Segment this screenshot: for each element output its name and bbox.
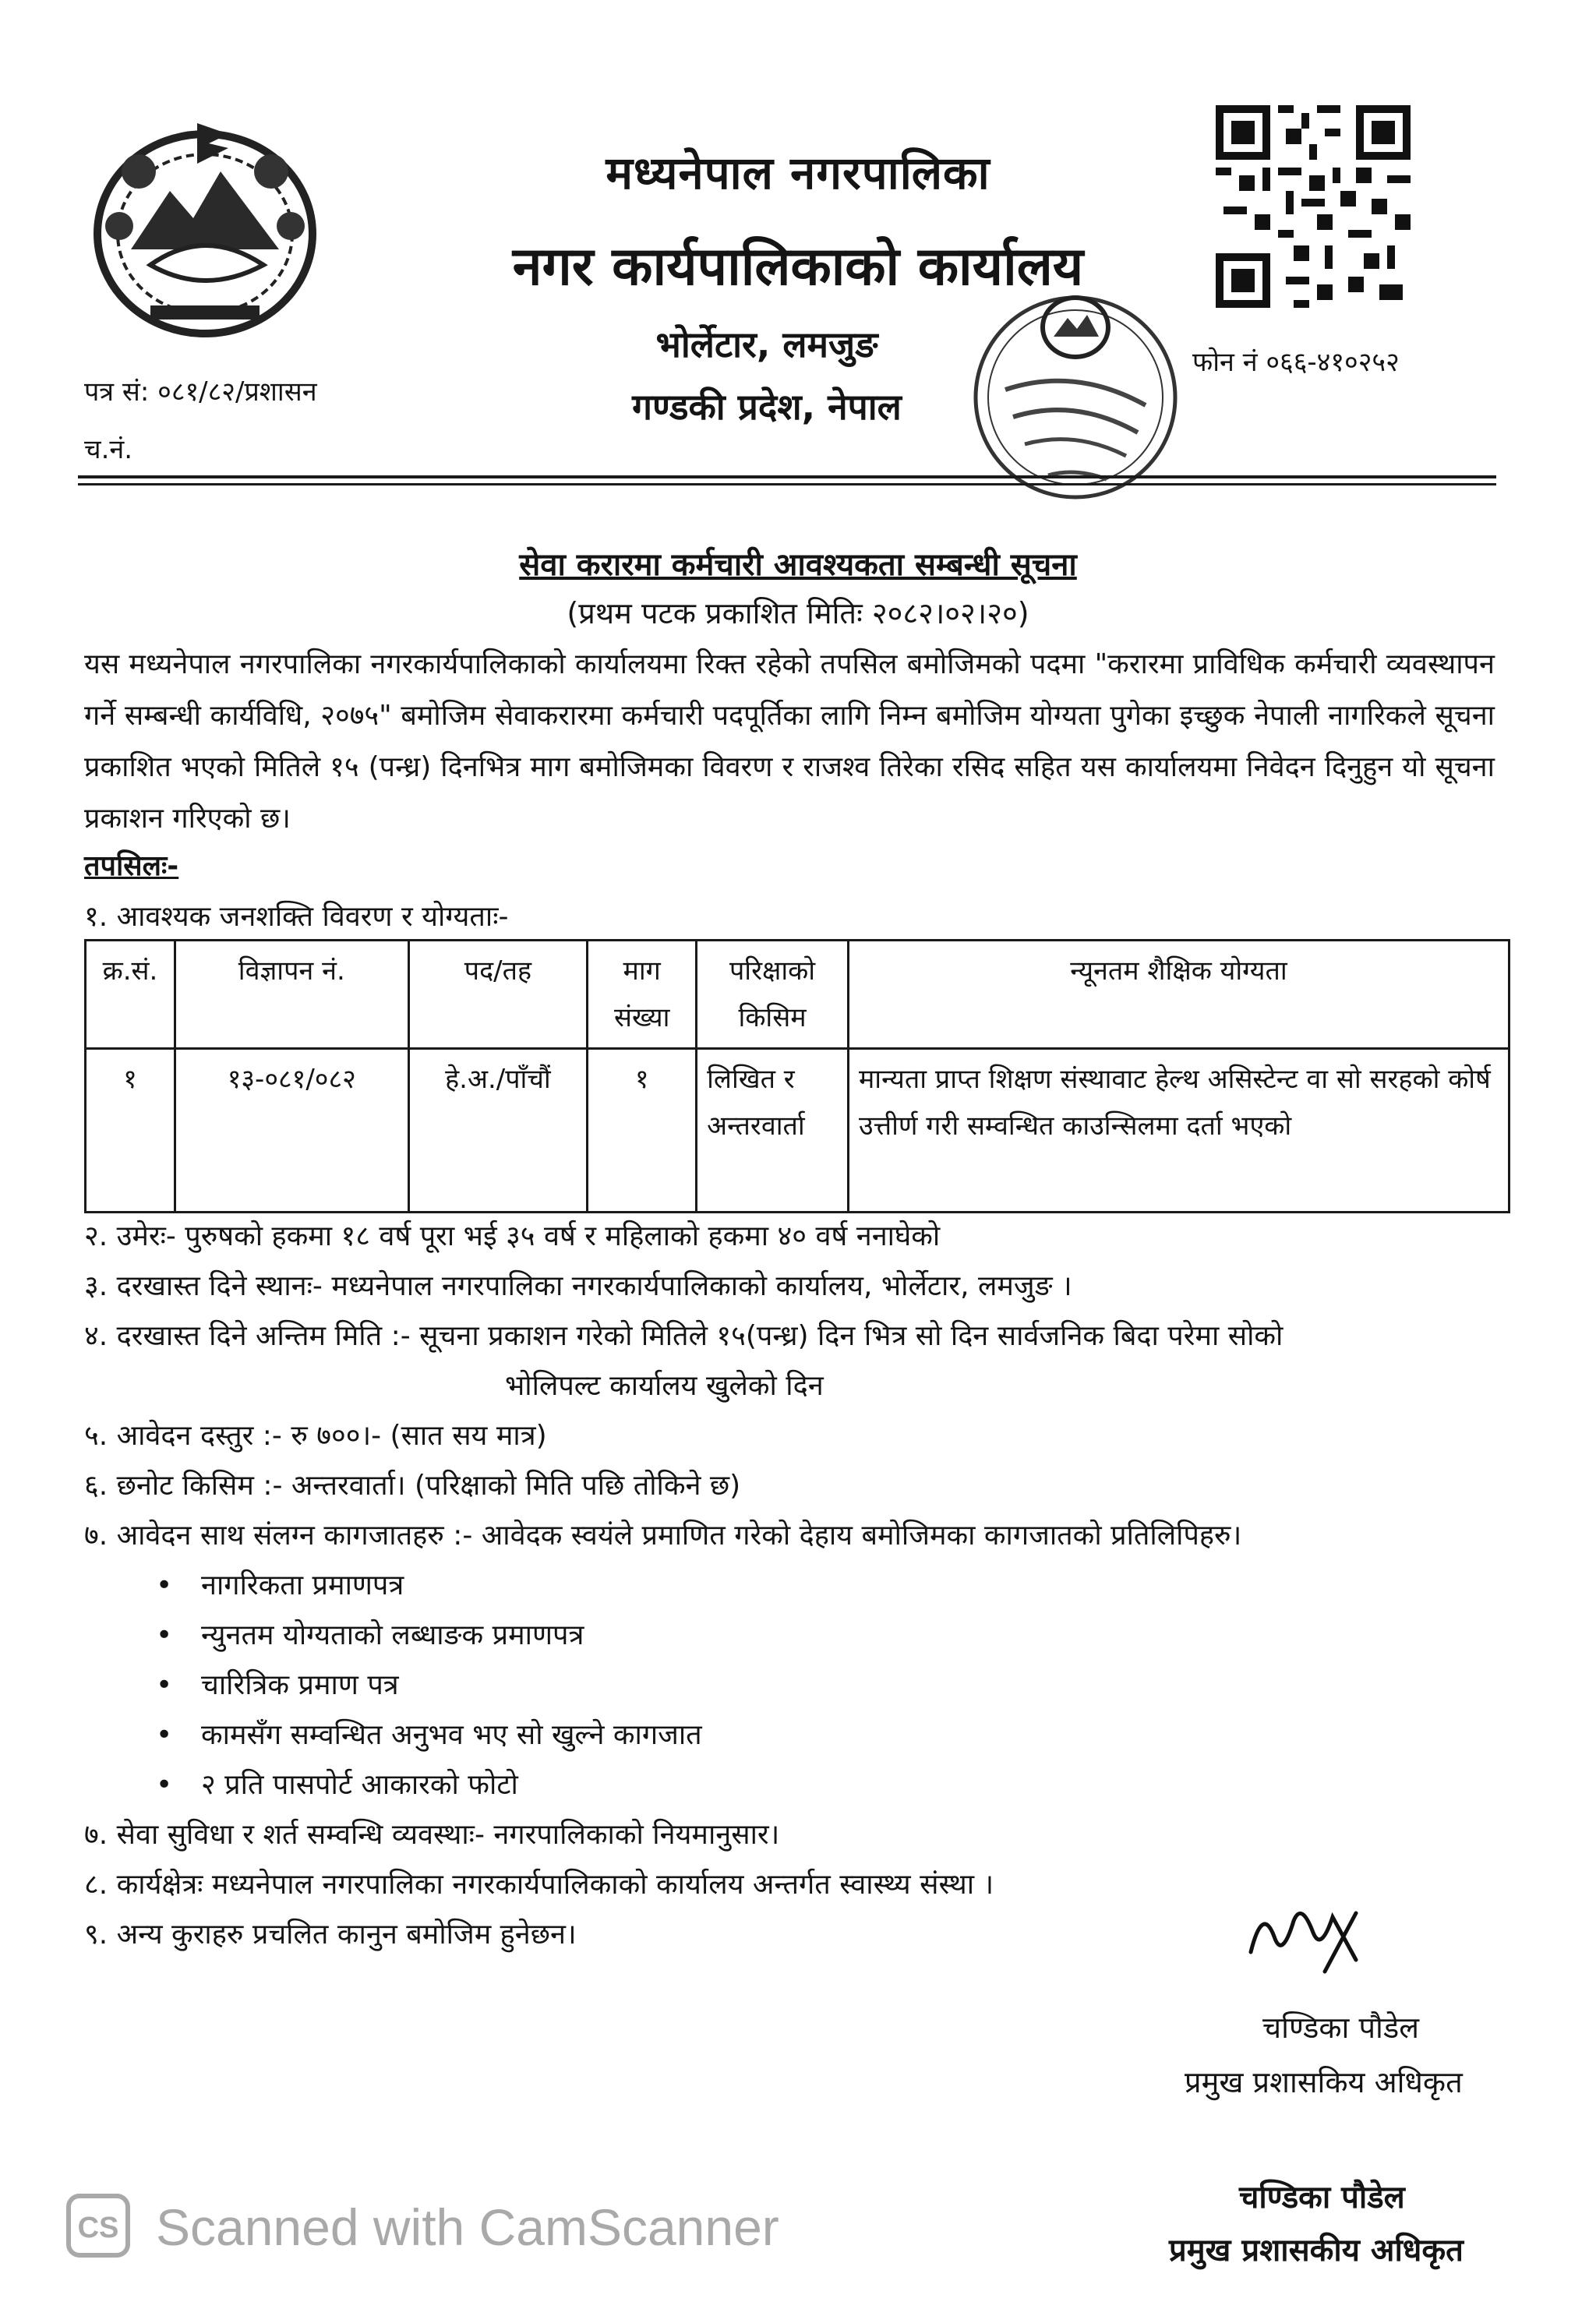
bullet-icon: • — [156, 1669, 173, 1701]
official-seal-stamp — [951, 281, 1200, 514]
signatory-title: प्रमुख प्रशासकिय अधिकृत — [1185, 2065, 1463, 2099]
notice-body: यस मध्यनेपाल नगरपालिका नगरकार्यपालिकाको कार्यालयमा रिक्त रहेको तपसिल बमोजिमको पदमा "करारमा प्राविधिक कर्मचारी व्यवस्थापन गर्ने सम्बन्धी कार्यविधि, २०७५" बमोजिम सेवाकरारमा कर्मचारी पदपूर्तिका लागि निम्न बमोजिम योग्यता पुगेका इच्छुक नेपाली नागरिकले सूचना प्रकाशित भएको मितिले १५ (पन्ध्र) दिनभित्र माग बमोजिमका विवरण र राजश्व तिरेका रसिद सहित यस कार्यालयमा निवेदन दिनुहुन यो सूचना प्रकाशन गरिएको छ। — [84, 648, 1495, 835]
cell-post: हे.अ./पाँचौं — [408, 1049, 588, 1213]
item-service-terms: ७. सेवा सुविधा र शर्त सम्वन्धि व्यवस्थाः- नगरपालिकाको नियमानुसार। — [84, 1819, 780, 1851]
cell-ad-no: १३-०८१/०८२ — [175, 1049, 408, 1213]
col-demand: माग संख्या — [588, 941, 697, 1049]
list-item: • न्युनतम योग्यताको लब्धाङक प्रमाणपत्र — [156, 1611, 1510, 1661]
camscanner-watermark: Scanned with CamScanner — [156, 2198, 779, 2256]
item-documents: ७. आवेदन साथ संलग्न कागजातहरु :- आवेदक स्वयंले प्रमाणित गरेको देहाय बमोजिमका कागजातको प्रतिलिपिहरु। — [84, 1520, 1242, 1552]
table-row — [86, 1049, 1509, 1213]
item-age: २. उमेरः- पुरुषको हकमा १८ वर्ष पूरा भई ३५ वर्ष र महिलाको हकमा ४० वर्ष ननाघेको — [84, 1220, 941, 1252]
col-serial: क्र.सं. — [86, 941, 175, 1049]
notice-title: सेवा करारमा कर्मचारी आवश्यकता सम्बन्धी सूचना — [519, 547, 1077, 583]
section-1-heading: १. आवश्यक जनशक्ति विवरण र योग्यताः- — [84, 901, 509, 933]
bullet-icon: • — [156, 1769, 173, 1801]
list-item: • चारित्रिक प्रमाण पत्र — [156, 1661, 1510, 1711]
signatory-name-stamp: चण्डिका पौडेल — [1239, 2180, 1405, 2215]
list-item: • २ प्रति पासपोर्ट आकारको फोटो — [156, 1760, 1510, 1810]
cell-qualification: मान्यता प्राप्त शिक्षण संस्थावाट हेल्थ असिस्टेन्ट वा सो सरहको कोर्ष उत्तीर्ण गरी सम्वन्धित काउन्सिलमा दर्ता भएको — [848, 1049, 1509, 1213]
vacancy-table — [84, 939, 1510, 1213]
item-deadline-cont: भोलिपल्ट कार्यालय खुलेको दिन — [505, 1370, 824, 1402]
phone-number: फोन नं ०६६-४१०२५२ — [1192, 347, 1400, 378]
signatory-title-stamp: प्रमुख प्रशासकीय अधिकृत — [1169, 2233, 1464, 2268]
address-line-2: गण्डकी प्रदेश, नेपाल — [632, 386, 902, 428]
signatory-name: चण्डिका पौडेल — [1262, 2011, 1419, 2045]
office-name: नगर कार्यपालिकाको कार्यालय — [512, 236, 1084, 298]
cell-serial: १ — [86, 1049, 175, 1213]
list-item: • नागरिकता प्रमाणपत्र — [156, 1561, 1510, 1611]
notice-items — [84, 1212, 1510, 1960]
cell-demand: १ — [588, 1049, 697, 1213]
cell-exam-type: लिखित र अन्तरवार्ता — [697, 1049, 849, 1213]
tapasil-heading: तपसिलः- — [84, 850, 179, 882]
col-post: पद/तह — [408, 941, 588, 1049]
col-ad-no: विज्ञापन नं. — [175, 941, 408, 1049]
item-deadline: ४. दरखास्त दिने अन्तिम मिति :- सूचना प्रकाशन गरेको मितिले १५(पन्ध्र) दिन भित्र सो दिन सार्वजनिक बिदा परेमा सोको — [84, 1320, 1284, 1352]
bullet-icon: • — [156, 1619, 173, 1651]
item-place: ३. दरखास्त दिने स्थानः- मध्यनेपाल नगरपालिका नगरकार्यपालिकाको कार्यालय, भोर्लेटार, लमजुङ । — [84, 1270, 1072, 1302]
col-exam-type: परिक्षाको किसिम — [697, 941, 849, 1049]
org-name: मध्यनेपाल नगरपालिका — [606, 147, 990, 199]
bullet-icon: • — [156, 1569, 173, 1601]
item-fee: ५. आवेदन दस्तुर :- रु ७००।- (सात सय मात्र) — [84, 1420, 547, 1452]
notice-subtitle: (प्रथम पटक प्रकाशित मितिः २०८२।०२।२०) — [567, 596, 1029, 630]
dispatch-no: च.नं. — [84, 434, 133, 465]
item-work-area: ८. कार्यक्षेत्रः मध्यनेपाल नगरपालिका नगरकार्यपालिकाको कार्यालय अन्तर्गत स्वास्थ्य संस्था । — [84, 1869, 994, 1901]
item-other: ९. अन्य कुराहरु प्रचलित कानुन बमोजिम हुनेछन। — [84, 1919, 577, 1951]
documents-list — [84, 1561, 1510, 1810]
address-line-1: भोर्लेटार, लमजुङ — [655, 323, 878, 365]
list-item: • कामसँग सम्वन्धित अनुभव भए सो खुल्ने कागजात — [156, 1711, 1510, 1760]
table-header-row — [86, 941, 1509, 1049]
camscanner-logo-icon — [66, 2194, 130, 2258]
qr-code-icon — [1216, 105, 1411, 308]
col-qualification: न्यूनतम शैक्षिक योग्यता — [848, 941, 1509, 1049]
bullet-icon: • — [156, 1719, 173, 1751]
item-selection: ६. छनोट किसिम :- अन्तरवार्ता। (परिक्षाको मिति पछि तोकिने छ) — [84, 1470, 741, 1502]
signature-mark — [1239, 1890, 1395, 1983]
svg-text:CS: CS — [77, 2212, 119, 2244]
header-rule-thin — [78, 483, 1496, 485]
letter-ref: पत्र सं: ०८१/८२/प्रशासन — [84, 376, 317, 408]
header-rule — [78, 475, 1496, 478]
